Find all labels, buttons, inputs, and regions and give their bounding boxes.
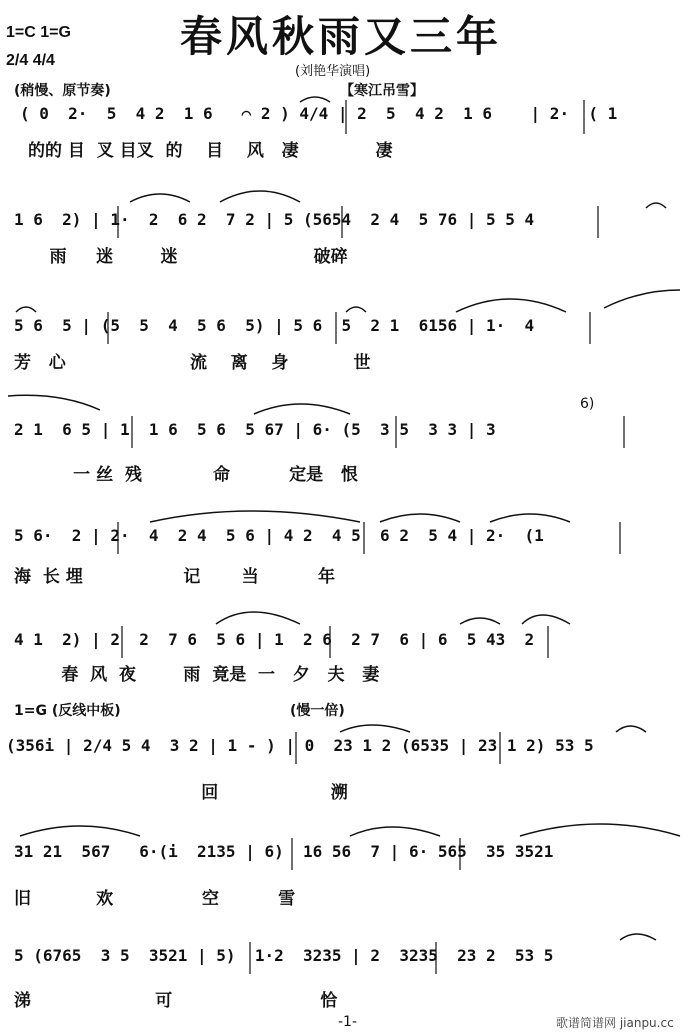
slur-arc — [130, 194, 190, 202]
slur-arc — [150, 511, 360, 522]
score-row-5-lyrics: 海 长 埋 记 当 年 — [14, 567, 335, 587]
watermark: 歌谱简谱网 jianpu.cc — [556, 1016, 674, 1030]
slur-arc — [8, 395, 100, 410]
singer-credit: (刘艳华演唱) — [295, 64, 371, 79]
slur-arc — [16, 307, 36, 312]
slur-arc — [520, 824, 680, 836]
slur-arc — [620, 934, 656, 940]
slur-arc — [20, 826, 140, 836]
score-row-3-notes: 5 6 5 | (5 5 4 5 6 5) | 5 6 5 2 1 6156 | 1· 4 — [14, 316, 535, 335]
section-label: 【寒江吊雪】 — [340, 83, 424, 99]
score-row-2-lyrics: 雨 迷 迷 破碎 — [20, 247, 348, 267]
score-row-7-notes: (356i | 2/4 5 4 3 2 | 1 - ) | 0 23 1 2 (6535 | 23 1 2) 53 5 — [6, 736, 594, 755]
slur-arc — [340, 725, 410, 732]
score-row-6-lyrics: 春 风 夜 雨 竟是 一 夕 夫 妻 — [14, 665, 380, 685]
slur-arc — [216, 612, 300, 624]
score-row-3-lyrics: 芳 心 流 离 身 世 — [14, 353, 371, 373]
slur-arc — [460, 618, 500, 624]
slur-arc — [254, 404, 350, 414]
page-title: 春风秋雨又三年 — [180, 12, 503, 61]
slur-arc — [616, 726, 646, 732]
score-row-6-notes: 4 1 2) | 2 2 7 6 5 6 | 1 2 6 2 7 6 | 6 5 43 2 — [14, 630, 535, 649]
tempo-marking: (稍慢、原节奏) — [14, 83, 111, 99]
score-row-5-notes: 5 6· 2 | 2· 4 2 4 5 6 | 4 2 4 5 6 2 5 4 | 2· (1 — [14, 526, 544, 545]
slur-arc — [522, 615, 570, 624]
page-number: -1- — [338, 1014, 358, 1030]
score-row-7-lyrics: 回 溯 — [6, 783, 348, 803]
slur-arc — [380, 514, 460, 522]
slur-arc — [646, 203, 666, 208]
slur-arc — [220, 191, 300, 202]
score-row-9-notes: 5 (6765 3 5 3521 | 5) 1·2 3235 | 2 3235 23 2 53 5 — [14, 946, 554, 965]
tempo-change-marking: (慢一倍) — [290, 703, 345, 719]
score-row-8-notes: 31 21 567 6·(i 2135 | 6) 16 56 7 | 6· 565 35 3521 — [14, 842, 554, 861]
score-row-1-notes: ( 0 2· 5 4 2 1 6 ⌒ 2 ) 4/4 | 2 5 4 2 1 6 | 2· ( 1 — [20, 104, 618, 123]
score-row-9-lyrics: 涕 可 恰 — [14, 991, 338, 1011]
score-row-2-notes: 1 6 2) | 1· 2 6 2 7 2 | 5 (5654 2 4 5 76 | 5 5 4 — [14, 210, 535, 229]
slur-arc — [490, 514, 570, 522]
slur-arc — [346, 307, 366, 312]
score-row-8-lyrics: 旧 欢 空 雪 — [14, 889, 296, 909]
small-note: 6) — [580, 396, 595, 412]
slur-arc — [604, 290, 680, 308]
time-signature: 2/4 4/4 — [6, 52, 55, 69]
key-change-marking: 1=G (反线中板) — [14, 703, 121, 719]
slur-arc — [350, 827, 440, 836]
score-row-4-notes: 2 1 6 5 | 1 1 6 5 6 5 67 | 6· (5 3 5 3 3 | 3 — [14, 420, 496, 439]
slur-arc — [456, 299, 566, 312]
slur-arc — [300, 97, 330, 102]
key-signature: 1=C 1=G — [6, 24, 71, 41]
score-row-1-lyrics: 的的 目 叉 目叉 的 目 风 凄 凄 — [28, 141, 393, 161]
score-row-4-lyrics: 一 丝 残 命 定是 恨 — [14, 465, 358, 485]
